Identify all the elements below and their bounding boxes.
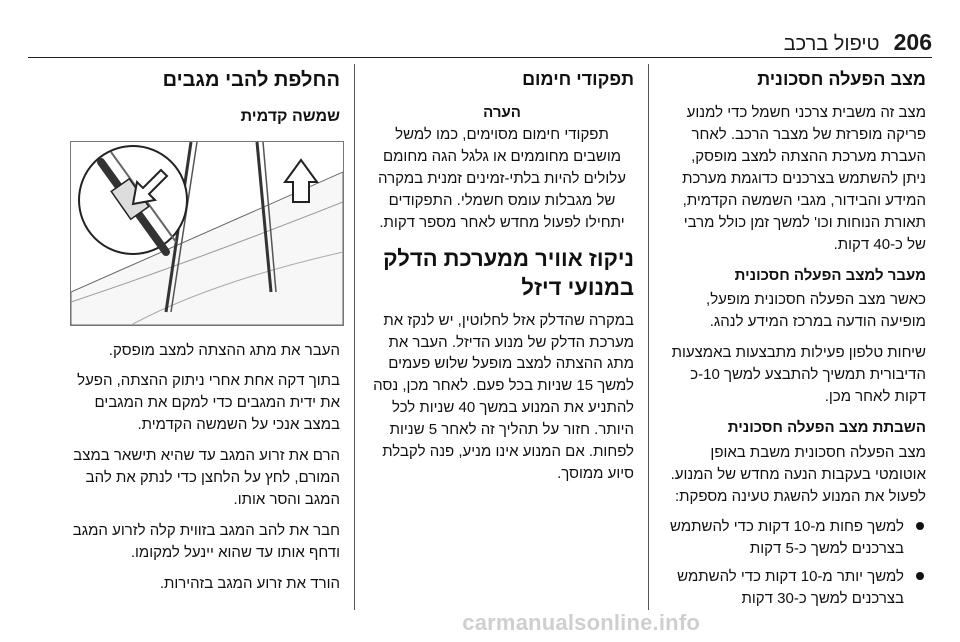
section-heading: מצב הפעלה חסכונית (757, 69, 926, 89)
column-middle (370, 64, 634, 494)
note-text: תפקודי חימום מסוימים, כמו למשל מושבים מחוממים או גלגל הגה מחומם עלולים להיות בלתי-זמינים זמנית במקרה של מגבלות עומס חשמלי. התפקודים יתחילו לפעול מחדש לאחר מספר דקות. (378, 126, 626, 231)
wiper-arm-icon (71, 142, 343, 325)
section-heading: תפקודי חימום (522, 69, 634, 89)
header-rule (28, 57, 932, 58)
page-header (28, 16, 932, 56)
sub-heading: מעבר למצב הפעלה חסכונית (734, 266, 926, 284)
bullet-icon (916, 572, 924, 580)
paragraph: שיחות טלפון פעילות מתבצעות באמצעות הדיבורית תמשיך להתבצע למשך 10-כ דקות לאחר מכן. (671, 344, 926, 405)
list-item: למשך יותר מ-10 דקות כדי להשתמש בצרכנים למשך כ-30 דקות (664, 566, 926, 610)
paragraph: חבר את להב המגב בזווית קלה לזרוע המגב ודחף אותו עד שהוא יינעל למקומו. (72, 521, 340, 561)
paragraph: כאשר מצב הפעלה חסכונית מופעל, מופיעה הודעה במרכז המידע לנהג. (706, 291, 926, 331)
section-heading: ניקוז אוויר ממערכת הדלק במנועי דיזל (383, 245, 634, 300)
bullet-icon (916, 522, 924, 530)
column-divider (354, 64, 355, 610)
paragraph: במקרה שהדלק אזל לחלוטין, יש לנקז את מערכת הדלק של מנוע הדיזל. העבר את מתג ההצתה למצב מופעל שלוש פעמים למשך 15 שניות בכל פעם. לאחר מכן, נסה להתניע את המנוע במשך 40 שניות לכל היותר. חזור על תהליך זה לאחר 5 שניות לפחות. אם המנוע אינו מניע, פנה לקבלת סיוע ממוסך. (373, 311, 634, 482)
sub-heading: שמשה קדמית (240, 108, 340, 126)
wiper-illustration (70, 141, 344, 326)
sub-heading: השבתת מצב הפעלה חסכונית (727, 418, 926, 436)
column-left (72, 64, 340, 603)
paragraph: בתוך דקה אחת אחרי ניתוק ההצתה, הפעל את ידית המגבים כדי למקם את המגבים במצב אנכי על השמשה הקדמית. (77, 372, 340, 434)
paragraph: הורד את זרוע המגב בזהירות. (159, 574, 340, 592)
column-right (664, 64, 926, 616)
paragraph: הרם את זרוע המגב עד שהיא תישאר במצב המורם, לחץ על הלחצן כדי לנתק את להב המגב והסר אותו. (73, 447, 340, 508)
page-section-title: טיפול ברכב (783, 33, 880, 55)
paragraph: מצב זה משבית צרכני חשמל כדי למנוע פריקה מופרזת של מצבר הרכב. לאחר העברת מערכת ההצתה למצב מופסק, ניתן להשתמש בצרכנים כדוגמת מערכת המידע והבידור, מגבי השמשה הקדמית, תאורת הנוחות וכו' למשך זמן כולל מרבי של כ-40 דקות. (682, 104, 926, 253)
paragraph: מצב הפעלה חסכונית משבת באופן אוטומטי בעקבות הנעה מחדש של המנוע. לפעול את המנוע להשגת טעינה מספקת: (670, 443, 926, 505)
note-label: הערה (483, 104, 521, 122)
column-divider (648, 64, 649, 610)
section-heading: החלפת להבי מגבים (162, 69, 340, 91)
bullet-list (664, 516, 926, 610)
watermark: carmanualsonline.info (462, 610, 700, 635)
paragraph: העבר את מתג ההצתה למצב מופסק. (108, 341, 340, 359)
page-number: 206 (893, 29, 932, 55)
list-item: למשך פחות מ-10 דקות כדי להשתמש בצרכנים למשך כ-5 דקות (664, 516, 926, 560)
